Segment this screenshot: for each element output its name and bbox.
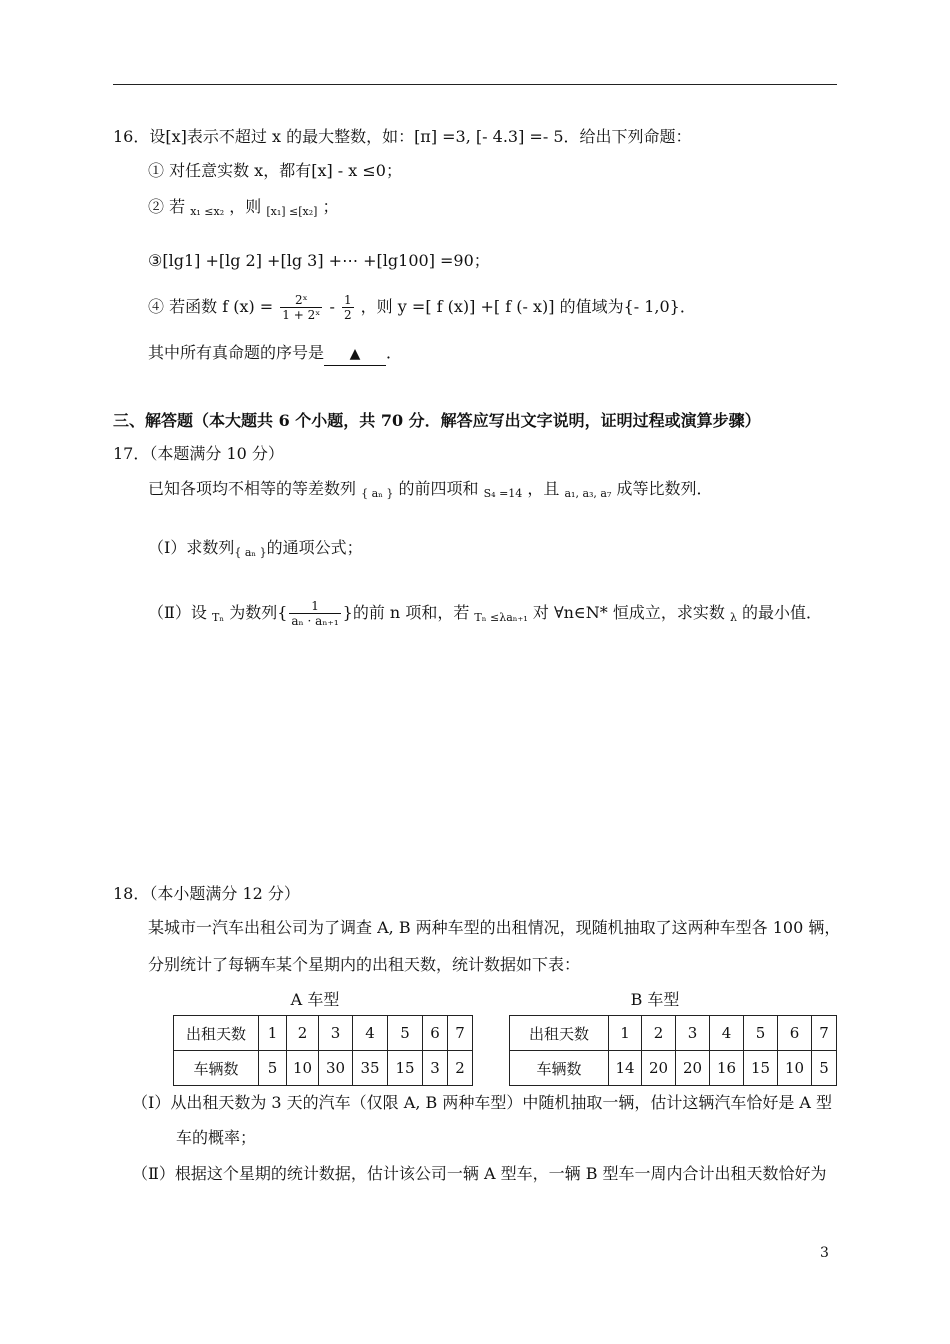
table-cell: 车辆数 bbox=[174, 1051, 259, 1086]
q18-header: 18．（本小题满分 12 分） bbox=[113, 884, 300, 903]
table-a bbox=[173, 1015, 473, 1086]
q16-item2-cond: x₁ ≤x₂ bbox=[190, 205, 225, 218]
table-row bbox=[174, 1051, 473, 1086]
table-cell: 7 bbox=[448, 1016, 473, 1051]
table-cell: 3 bbox=[319, 1016, 353, 1051]
table-cell: 2 bbox=[642, 1016, 676, 1051]
q18-part1-line2: 车的概率； bbox=[176, 1128, 257, 1147]
q16-item2-res: [x₁] ≤[x₂] bbox=[266, 205, 318, 218]
table-cell: 4 bbox=[353, 1016, 388, 1051]
q16-intro: 16．设[x]表示不超过 x 的最大整数，如：[π] =3, [- 4.3] =- 5．给出下列命题： bbox=[113, 127, 692, 146]
table-cell: 5 bbox=[744, 1016, 778, 1051]
table-row bbox=[510, 1051, 837, 1086]
q18-part2-line1: （Ⅱ）根据这个星期的统计数据，估计该公司一辆 A 型车，一辆 B 型车一周内合计出租天数恰好为 bbox=[132, 1164, 827, 1183]
table-cell: 6 bbox=[423, 1016, 448, 1051]
q16-item3: ③[lg1] +[lg 2] +[lg 3] +⋯ +[lg100] =90； bbox=[148, 251, 490, 270]
table-row bbox=[510, 1016, 837, 1051]
answer-blank: ▲ bbox=[324, 343, 386, 366]
table-cell: 5 bbox=[388, 1016, 423, 1051]
q16-item2: ② 若 x₁ ≤x₂ ，则 [x₁] ≤[x₂] ； bbox=[148, 197, 339, 218]
q17-header: 17．（本题满分 10 分） bbox=[113, 444, 284, 463]
q16-item4: ④ 若函数 f (x) = $\frac{\text{2ˣ}}{\text{1 + 2ˣ}}$ - $\frac{1}{2}$ ，则 y =[ f (x)] +[ f (- x)] 的值域为{- 1,0}． bbox=[148, 293, 696, 322]
table-cell: 车辆数 bbox=[510, 1051, 609, 1086]
table-cell: 15 bbox=[388, 1051, 423, 1086]
table-row bbox=[174, 1016, 473, 1051]
table-cell: 16 bbox=[710, 1051, 744, 1086]
q17-part1: （Ⅰ）求数列{ aₙ }的通项公式； bbox=[148, 538, 363, 559]
q17-part2: （Ⅱ）设 Tₙ 为数列{ $\frac{1}{\text{aₙ · aₙ₊₁}}$ }的前 n 项和，若 Tₙ ≤λaₙ₊₁ 对 ∀n∈N* 恒成立，求实数 λ 的最小值． bbox=[148, 599, 823, 628]
q16-fraction-1: $\frac{\text{2ˣ}}{\text{1 + 2ˣ}}$ bbox=[282, 293, 321, 322]
q17-stem: 已知各项均不相等的等差数列 { aₙ } 的前四项和 S₄ =14 ，且 a₁, a₃, a₇ 成等比数列． bbox=[148, 479, 713, 500]
table-cell: 出租天数 bbox=[174, 1016, 259, 1051]
table-a-title: A 车型 bbox=[290, 990, 340, 1009]
table-cell: 2 bbox=[448, 1051, 473, 1086]
table-cell: 1 bbox=[259, 1016, 287, 1051]
table-cell: 20 bbox=[676, 1051, 710, 1086]
table-cell: 2 bbox=[287, 1016, 319, 1051]
section-heading: 三、解答题（本大题共 6 个小题，共 70 分．解答应写出文字说明，证明过程或演算步骤） bbox=[113, 411, 761, 430]
table-cell: 3 bbox=[676, 1016, 710, 1051]
table-cell: 5 bbox=[812, 1051, 837, 1086]
table-b-title: B 车型 bbox=[630, 990, 680, 1009]
table-cell: 14 bbox=[609, 1051, 642, 1086]
page-number: 3 bbox=[820, 1245, 829, 1261]
table-cell: 1 bbox=[609, 1016, 642, 1051]
table-cell: 15 bbox=[744, 1051, 778, 1086]
q18-stem-line1: 某城市一汽车出租公司为了调查 A, B 两种车型的出租情况，现随机抽取了这两种车型各 100 辆， bbox=[148, 918, 841, 937]
q17-fraction: $\frac{1}{\text{aₙ · aₙ₊₁}}$ bbox=[291, 599, 339, 628]
table-cell: 35 bbox=[353, 1051, 388, 1086]
table-cell: 4 bbox=[710, 1016, 744, 1051]
q16-fraction-2: $\frac{1}{2}$ bbox=[343, 293, 352, 322]
table-cell: 出租天数 bbox=[510, 1016, 609, 1051]
table-cell: 10 bbox=[778, 1051, 812, 1086]
table-cell: 6 bbox=[778, 1016, 812, 1051]
table-cell: 3 bbox=[423, 1051, 448, 1086]
q18-stem-line2: 分别统计了每辆车某个星期内的出租天数，统计数据如下表： bbox=[148, 955, 581, 974]
header-rule bbox=[113, 84, 837, 85]
q16-answer: 其中所有真命题的序号是 ▲ ． bbox=[148, 342, 402, 366]
table-cell: 30 bbox=[319, 1051, 353, 1086]
table-b bbox=[509, 1015, 837, 1086]
table-cell: 10 bbox=[287, 1051, 319, 1086]
q18-part1-line1: （Ⅰ）从出租天数为 3 天的汽车（仅限 A, B 两种车型）中随机抽取一辆，估计这辆汽车恰好是 A 型 bbox=[132, 1093, 833, 1112]
table-cell: 20 bbox=[642, 1051, 676, 1086]
table-cell: 5 bbox=[259, 1051, 287, 1086]
q16-item1: ① 对任意实数 x，都有[x] - x ≤0； bbox=[148, 161, 402, 180]
table-cell: 7 bbox=[812, 1016, 837, 1051]
